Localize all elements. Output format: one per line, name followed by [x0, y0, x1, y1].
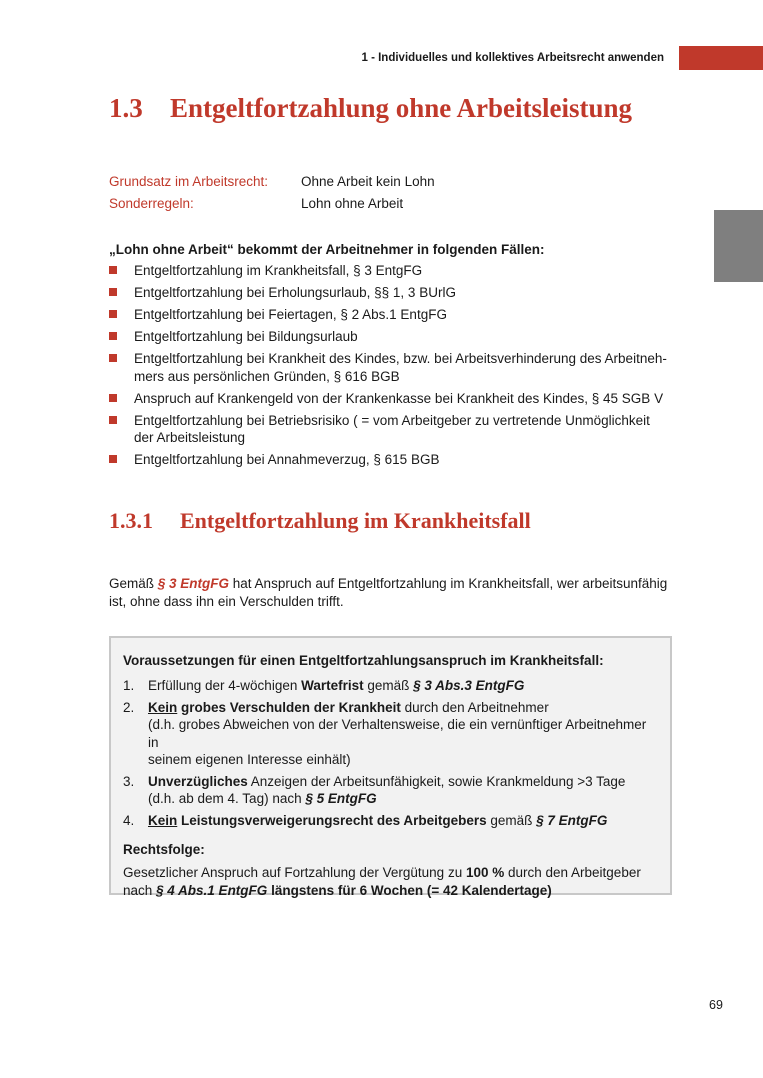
list-item — [109, 350, 669, 385]
consequence-text: durch den Arbeitgeber — [504, 865, 641, 880]
law-reference: § 3 EntgFG — [157, 576, 230, 591]
list-item — [109, 390, 669, 408]
consequence-emphasis: längstens für 6 Wochen (= 42 Kalendertage) — [267, 883, 552, 898]
list-item-text: Entgeltfortzahlung bei Annahmeverzug, § 615 BGB — [134, 452, 440, 467]
law-reference: § 3 Abs.3 EntgFG — [413, 678, 525, 693]
item-emphasis: Kein — [148, 812, 178, 828]
body-paragraph — [109, 575, 669, 611]
definition-term: Grundsatz im Arbeitsrecht: — [109, 174, 269, 189]
definition-row — [109, 196, 435, 218]
definition-value: Lohn ohne Arbeit — [301, 196, 404, 211]
box-title: Voraussetzungen für einen Entgeltfortzahlungsanspruch im Krankheitsfall: — [123, 653, 604, 668]
definition-term: Sonderregeln: — [109, 196, 194, 211]
item-text: Erfüllung der 4-wöchigen — [148, 678, 302, 693]
running-head: 1 - Individuelles und kollektives Arbeitsrecht anwenden — [361, 52, 664, 64]
item-emphasis: Wartefrist — [301, 678, 364, 693]
section-heading — [109, 93, 632, 124]
definition-row — [109, 174, 435, 196]
list-item — [109, 306, 669, 324]
list-item — [123, 812, 658, 830]
legal-consequence-text — [123, 864, 658, 900]
item-number: 4. — [123, 812, 135, 828]
cases-list — [109, 262, 669, 469]
list-item-text: Anspruch auf Krankengeld von der Krankenkasse bei Krankheit des Kindes, § 45 SGB V — [134, 390, 664, 406]
list-item — [109, 412, 669, 447]
list-item — [123, 773, 658, 808]
subsection-number: 1.3.1 — [109, 508, 153, 533]
cases-heading: „Lohn ohne Arbeit“ bekommt der Arbeitnehmer in folgenden Fällen: — [109, 242, 545, 257]
item-text: seinem eigenen Interesse einhält) — [148, 752, 351, 767]
square-bullet-icon — [109, 332, 117, 340]
definition-list — [109, 174, 435, 218]
requirements-list — [123, 677, 658, 829]
item-emphasis: Kein — [148, 699, 178, 715]
item-emphasis: Unverzügliches — [148, 773, 248, 789]
paragraph-text: Gemäß — [109, 576, 158, 591]
law-reference: § 7 EntgFG — [536, 812, 608, 828]
list-item-text: der Arbeitsleistung — [134, 430, 246, 445]
item-number: 3. — [123, 773, 135, 789]
list-item — [123, 699, 658, 769]
square-bullet-icon — [109, 394, 117, 402]
side-tab-marker — [714, 210, 763, 282]
item-text: durch den Arbeitnehmer — [400, 699, 549, 715]
definition-value: Ohne Arbeit kein Lohn — [301, 174, 435, 189]
subsection-heading — [109, 508, 531, 534]
requirements-box — [109, 636, 672, 898]
square-bullet-icon — [109, 266, 117, 274]
item-number: 2. — [123, 699, 135, 715]
item-text: gemäß — [486, 812, 537, 828]
square-bullet-icon — [109, 288, 117, 296]
item-text: Anzeigen der Arbeitsunfähigkeit, sowie Krankmeldung >3 Tage — [247, 773, 626, 789]
consequence-text: nach — [123, 883, 157, 898]
list-item-text: Entgeltfortzahlung bei Bildungsurlaub — [134, 329, 358, 344]
legal-consequence-heading: Rechtsfolge: — [123, 842, 205, 857]
consequence-emphasis: 100 % — [465, 865, 505, 880]
list-item-text: Entgeltfortzahlung bei Feiertagen, § 2 Abs.1 EntgFG — [134, 307, 447, 322]
list-item-text: Entgeltfortzahlung im Krankheitsfall, § 3 EntgFG — [134, 263, 423, 278]
list-item-text: Entgeltfortzahlung bei Erholungsurlaub, §§ 1, 3 BUrlG — [134, 285, 456, 300]
law-reference: § 5 EntgFG — [305, 791, 377, 806]
consequence-text: Gesetzlicher Anspruch auf Fortzahlung der Vergütung zu — [123, 865, 466, 880]
paragraph-text: hat Anspruch auf Entgeltfortzahlung im Krankheitsfall, wer arbeitsunfähig — [229, 576, 668, 591]
law-reference: § 4 Abs.1 EntgFG — [156, 883, 268, 898]
cases-block — [109, 241, 669, 473]
page-number: 69 — [709, 998, 723, 1012]
item-text: (d.h. grobes Abweichen von der Verhaltensweise, die ein vernünftiger Arbeitnehmer in — [148, 717, 647, 750]
square-bullet-icon — [109, 416, 117, 424]
list-item-text: Entgeltfortzahlung bei Betriebsrisiko ( = vom Arbeitgeber zu vertretende Unmöglichkeit — [134, 412, 650, 428]
list-item — [109, 328, 669, 346]
list-item — [109, 284, 669, 302]
list-item-text: Entgeltfortzahlung bei Krankheit des Kindes, bzw. bei Arbeitsverhinderung des Arbeitneh- — [134, 351, 667, 366]
list-item — [109, 262, 669, 280]
paragraph-text: ist, ohne dass ihn ein Verschulden trifft. — [109, 594, 344, 609]
subsection-title: Entgeltfortzahlung im Krankheitsfall — [180, 508, 531, 533]
item-text: (d.h. ab dem 4. Tag) nach — [148, 791, 306, 806]
section-number: 1.3 — [109, 93, 143, 123]
square-bullet-icon — [109, 310, 117, 318]
item-emphasis: Leistungsverweigerungsrecht des Arbeitgebers — [177, 812, 487, 828]
section-title: Entgeltfortzahlung ohne Arbeitsleistung — [170, 93, 633, 123]
item-emphasis: grobes Verschulden der Krankheit — [177, 699, 401, 715]
list-item — [109, 451, 669, 469]
list-item-text: mers aus persönlichen Gründen, § 616 BGB — [134, 368, 400, 384]
square-bullet-icon — [109, 455, 117, 463]
list-item — [123, 677, 658, 695]
header-color-tab — [679, 46, 763, 70]
item-number: 1. — [123, 678, 135, 693]
item-text: gemäß — [363, 678, 414, 693]
square-bullet-icon — [109, 354, 117, 362]
